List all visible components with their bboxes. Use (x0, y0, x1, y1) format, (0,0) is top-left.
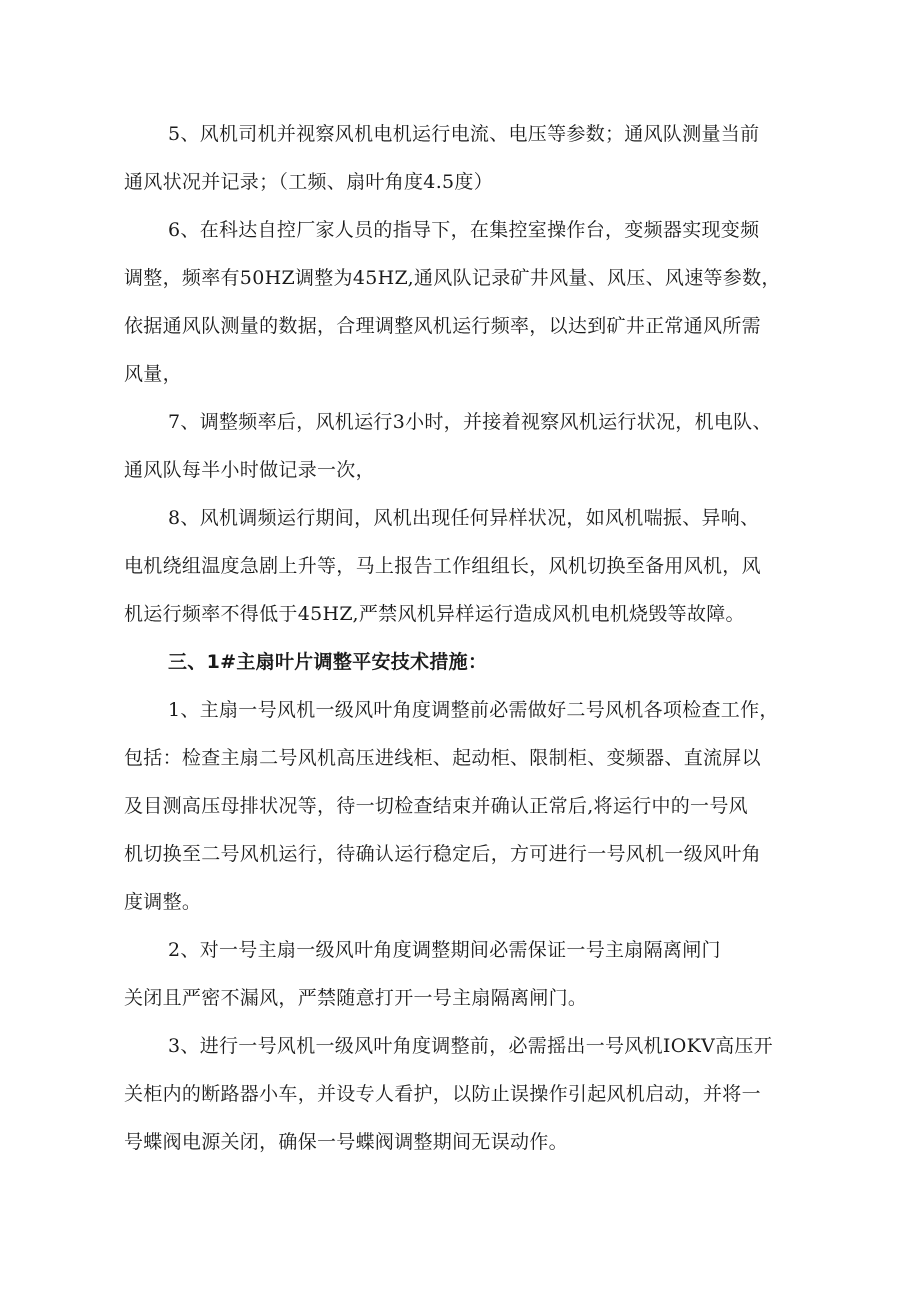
item-6-line-2: 调整，频率有50HZ调整为45HZ,通风队记录矿井风量、风压、风速等参数， (124, 267, 781, 289)
step-1-line-1: 1、主扇一号风机一级风叶角度调整前必需做好二号风机各项检查工作， (168, 699, 779, 721)
item-7-line-2: 通风队每半小时做记录一次， (124, 459, 375, 481)
step-1-line-4: 机切换至二号风机运行，待确认运行稳定后，方可进行一号风机一级风叶角 (124, 843, 761, 865)
step-3-line-2: 关柜内的断路器小车，并设专人看护，以防止误操作引起风机启动，并将一 (124, 1083, 761, 1105)
item-8-line-3: 机运行频率不得低于45HZ,严禁风机异样运行造成风机电机烧毁等故障。 (124, 603, 745, 625)
item-6-line-4: 风量， (124, 363, 182, 385)
item-6-line-1: 6、在科达自控厂家人员的指导下，在集控室操作台，变频器实现变频 (168, 219, 760, 241)
item-5-line-1: 5、风机司机并视察风机电机运行电流、电压等参数；通风队测量当前 (168, 123, 760, 145)
item-8-line-2: 电机绕组温度急剧上升等，马上报告工作组组长，风机切换至备用风机，风 (124, 555, 761, 577)
step-3-line-1: 3、进行一号风机一级风叶角度调整前，必需摇出一号风机IOKV高压开 (168, 1035, 773, 1057)
step-1-line-2: 包括：检查主扇二号风机高压进线柜、起动柜、限制柜、变频器、直流屏以 (124, 747, 761, 769)
item-6-line-3: 依据通风队测量的数据，合理调整风机运行频率，以达到矿井正常通风所需 (124, 315, 761, 337)
item-5-line-2: 通风状况并记录；（工频、扇叶角度4.5度） (124, 171, 494, 193)
item-7-line-1: 7、调整频率后，风机运行3小时，并接着视察风机运行状况，机电队、 (168, 411, 772, 433)
section-3-heading: 三、1#主扇叶片调整平安技术措施： (168, 651, 488, 673)
step-1-line-5: 度调整。 (124, 891, 202, 913)
step-3-line-3: 号蝶阀电源关闭，确保一号蝶阀调整期间无误动作。 (124, 1131, 568, 1153)
step-2-line-2: 关闭且严密不漏风，严禁随意打开一号主扇隔离闸门。 (124, 987, 588, 1009)
step-2-line-1: 2、对一号主扇一级风叶角度调整期间必需保证一号主扇隔离闸门 (168, 939, 721, 961)
item-8-line-1: 8、风机调频运行期间，风机出现任何异样状况，如风机喘振、异响、 (168, 507, 760, 529)
step-1-line-3: 及目测高压母排状况等，待一切检查结束并确认正常后,将运行中的一号风 (124, 795, 748, 817)
